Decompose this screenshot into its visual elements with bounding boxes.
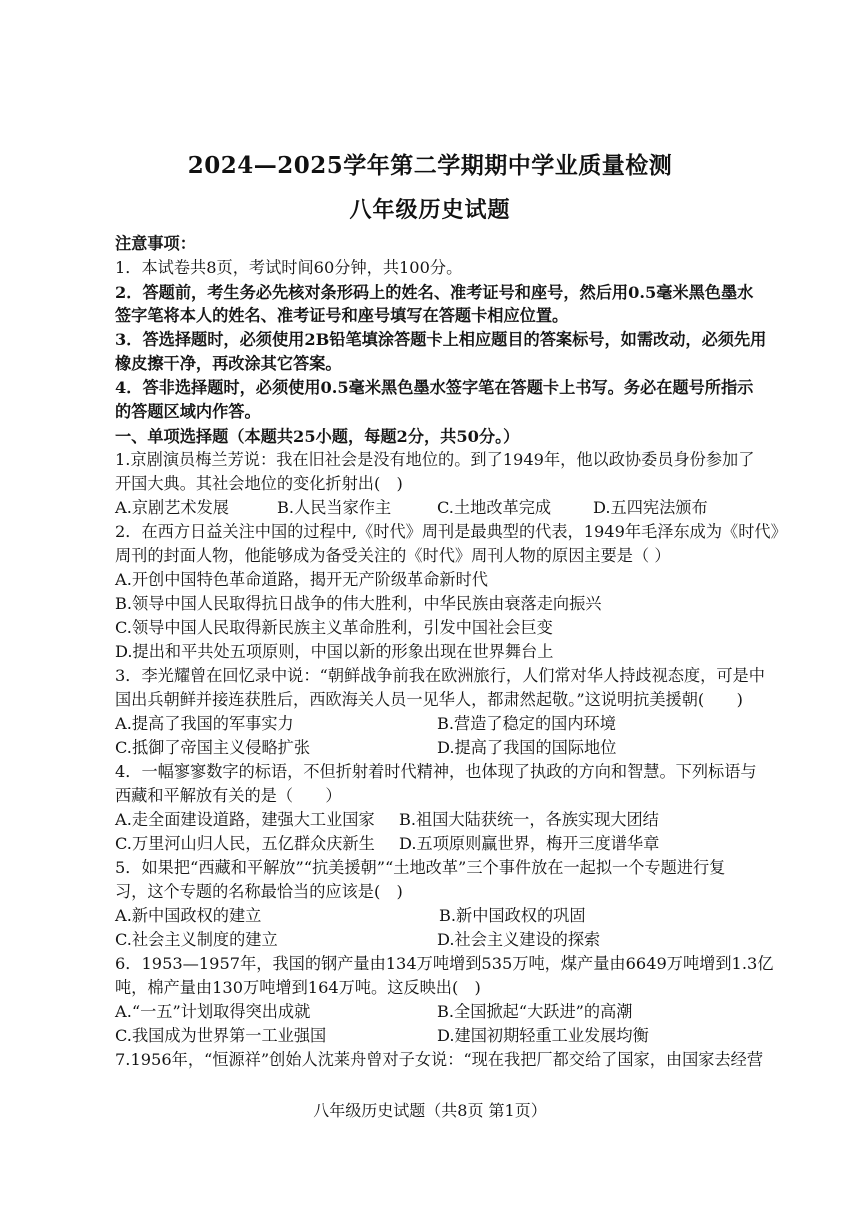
option-c: C.万里河山归人民，五亿群众庆新生 <box>115 834 375 853</box>
option-d: D.社会主义建设的探索 <box>437 930 601 949</box>
page-title: 2024—2025学年第二学期期中学业质量检测 <box>187 152 673 179</box>
notice-heading: 注意事项： <box>115 234 196 253</box>
question-2-stem: 周刊的封面人物，他能够成为备受关注的《时代》周刊人物的原因主要是（ ） <box>115 546 671 565</box>
page-subtitle: 八年级历史试题 <box>349 197 511 223</box>
option-b: B.营造了稳定的国内环境 <box>437 714 616 733</box>
option-a: A.新中国政权的建立 <box>115 906 262 925</box>
option-d: D.五四宪法颁布 <box>593 498 708 517</box>
option-c: C.土地改革完成 <box>437 498 552 517</box>
question-6-stem: 6．1953—1957年，我国的钢产量由134万吨增到535万吨，煤产量由6649万吨增到1.3亿 <box>115 954 774 973</box>
option-a: A.京剧艺术发展 <box>115 498 229 517</box>
notice-item: 2．答题前，考生务必先核对条形码上的姓名、准考证号和座号，然后用0.5毫米黑色墨水 <box>115 283 754 302</box>
question-2-stem: 2．在西方日益关注中国的过程中,《时代》周刊是最典型的代表，1949年毛泽东成为《时代》 <box>115 522 787 541</box>
notice-item: 橡皮擦干净，再改涂其它答案。 <box>115 354 342 373</box>
question-3-stem: 3．李光耀曾在回忆录中说：“朝鲜战争前我在欧洲旅行，人们常对华人持歧视态度，可是中 <box>115 666 765 685</box>
option-a: A.“一五”计划取得突出成就 <box>115 1002 311 1021</box>
question-7-stem: 7.1956年，“恒源祥”创始人沈莱舟曾对子女说：“现在我把厂都交给了国家，由国家去经营 <box>115 1050 764 1069</box>
notice-item: 3．答选择题时，必须使用2B铅笔填涂答题卡上相应题目的答案标号，如需改动，必须先用 <box>115 330 767 349</box>
option-d: D.提出和平共处五项原则，中国以新的形象出现在世界舞台上 <box>115 642 554 661</box>
option-a: A.提高了我国的军事实力 <box>115 714 294 733</box>
option-c: C.抵御了帝国主义侵略扩张 <box>115 738 311 757</box>
page-footer: 八年级历史试题（共8页 第1页） <box>313 1101 547 1120</box>
question-5-stem: 5．如果把“西藏和平解放”“抗美援朝”“土地改革”三个事件放在一起拟一个专题进行复 <box>115 858 726 877</box>
option-a: A.走全面建设道路，建强大工业国家 <box>115 810 375 829</box>
notice-item: 签字笔将本人的姓名、准考证号和座号填写在答题卡相应位置。 <box>115 306 569 325</box>
notice-item: 1．本试卷共8页，考试时间60分钟，共100分。 <box>115 258 463 277</box>
option-d: D.五项原则赢世界，梅开三度谱华章 <box>399 834 660 853</box>
question-1-stem: 1.京剧演员梅兰芳说：我在旧社会是没有地位的。到了1949年，他以政协委员身份参加了 <box>115 450 755 469</box>
question-3-stem: 国出兵朝鲜并接连获胜后，西欧海关人员一见华人，都肃然起敬。”这说明抗美援朝( ) <box>115 690 743 709</box>
option-b: B.领导中国人民取得抗日战争的伟大胜利，中华民族由衰落走向振兴 <box>115 594 602 613</box>
notice-item: 4．答非选择题时，必须使用0.5毫米黑色墨水签字笔在答题卡上书写。务必在题号所指示 <box>115 378 754 397</box>
option-c: C.社会主义制度的建立 <box>115 930 278 949</box>
question-4-stem: 西藏和平解放有关的是（ ） <box>115 786 342 805</box>
question-1-stem: 开国大典。其社会地位的变化折射出( ) <box>115 474 403 493</box>
notice-item: 的答题区域内作答。 <box>115 402 261 421</box>
option-c: C.我国成为世界第一工业强国 <box>115 1026 327 1045</box>
option-a: A.开创中国特色革命道路，揭开无产阶级革命新时代 <box>115 570 488 589</box>
option-d: D.提高了我国的国际地位 <box>437 738 617 757</box>
option-b: B.全国掀起“大跃进”的高潮 <box>437 1002 633 1021</box>
option-b: B.新中国政权的巩固 <box>439 906 586 925</box>
question-5-stem: 习，这个专题的名称最恰当的应该是( ) <box>115 882 403 901</box>
question-4-stem: 4．一幅寥寥数字的标语，不但折射着时代精神，也体现了执政的方向和智慧。下列标语与 <box>115 762 757 781</box>
option-c: C.领导中国人民取得新民族主义革命胜利，引发中国社会巨变 <box>115 618 553 637</box>
option-d: D.建国初期轻重工业发展均衡 <box>437 1026 649 1045</box>
question-6-stem: 吨，棉产量由130万吨增到164万吨。这反映出( ) <box>115 978 481 997</box>
section-heading: 一、单项选择题（本题共25小题，每题2分，共50分。） <box>115 427 520 446</box>
option-b: B.祖国大陆获统一，各族实现大团结 <box>399 810 659 829</box>
option-b: B.人民当家作主 <box>277 498 392 517</box>
